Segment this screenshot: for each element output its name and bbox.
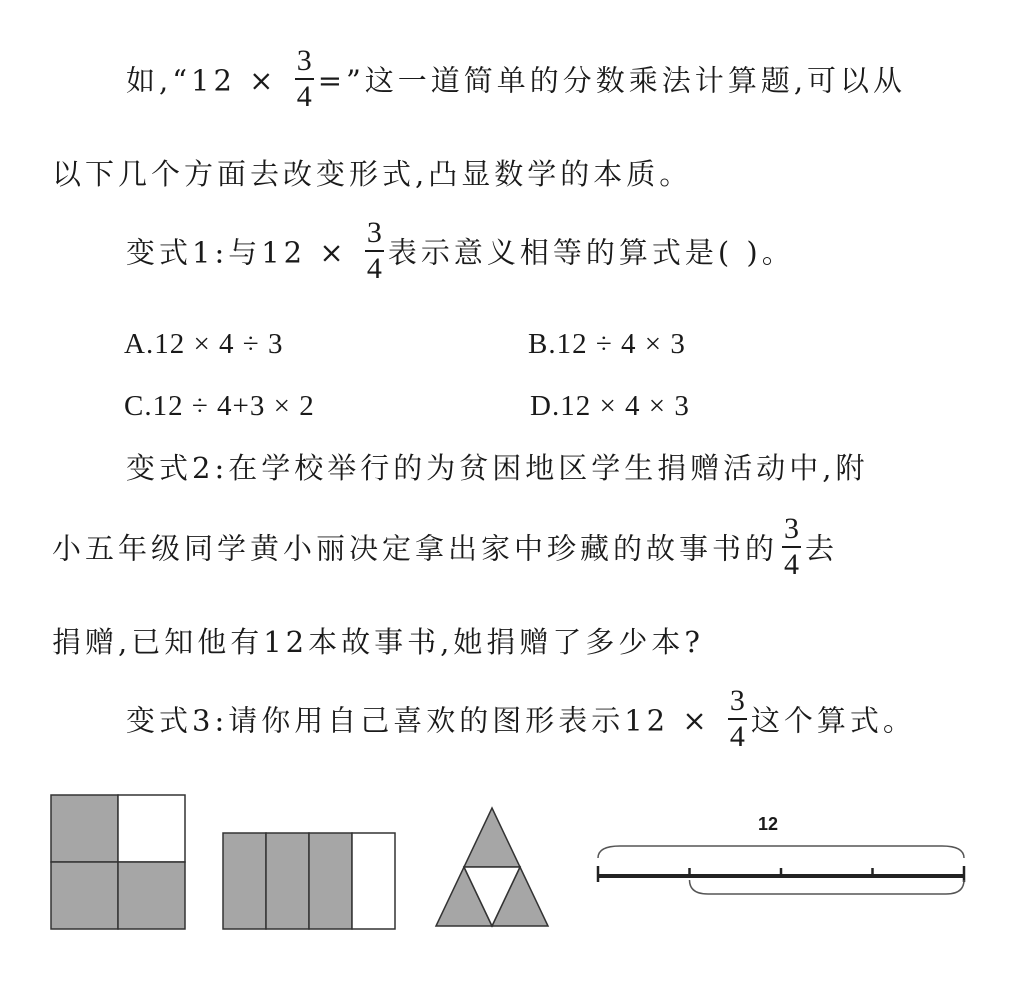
fraction: $\frac{3}{4}$ (296, 44, 312, 113)
rect-part-2 (266, 833, 309, 929)
triangle-figure (432, 806, 552, 928)
variant3-line: 变式3:请你用自己喜欢的图形表示12 × $\frac{3}{4}$ 这个算式。 (126, 684, 916, 753)
option-d: D.12 × 4 × 3 (530, 390, 690, 422)
square-figure (50, 794, 186, 930)
option-b: B.12 ÷ 4 × 3 (528, 328, 686, 360)
intro-line-2: 以下几个方面去改变形式,凸显数学的本质。 (52, 157, 693, 191)
rect-part-4 (352, 833, 395, 929)
rectangle-figure (222, 832, 396, 930)
segment-figure (590, 838, 972, 904)
rect-part-3 (309, 833, 352, 929)
square-part-4 (118, 862, 185, 929)
segment-label: 12 (758, 814, 779, 834)
bottom-brace (690, 880, 965, 894)
triangle-part-top (464, 808, 520, 867)
fraction: $\frac{3}{4}$ (729, 684, 745, 753)
square-part-1 (51, 795, 118, 862)
variant1-question: 变式1:与12 × $\frac{3}{4}$ 表示意义相等的算式是( )。 (126, 216, 795, 285)
rect-part-1 (223, 833, 266, 929)
top-brace (598, 846, 964, 858)
fraction: $\frac{3}{4}$ (784, 512, 800, 581)
variant2-line-3: 捐赠,已知他有12本故事书,她捐赠了多少本? (52, 625, 704, 659)
variant2-line-1: 变式2:在学校举行的为贫困地区学生捐赠活动中,附 (126, 451, 869, 485)
square-part-2 (118, 795, 185, 862)
fraction: $\frac{3}{4}$ (366, 216, 382, 285)
option-a: A.12 × 4 ÷ 3 (124, 328, 284, 360)
option-c: C.12 ÷ 4+3 × 2 (124, 390, 315, 422)
intro-line-1: 如,“12 × $\frac{3}{4}$ =”这一道简单的分数乘法计算题,可以从 (126, 44, 907, 113)
square-part-3 (51, 862, 118, 929)
variant2-line-2: 小五年级同学黄小丽决定拿出家中珍藏的故事书的 $\frac{3}{4}$ 去 (52, 512, 839, 581)
